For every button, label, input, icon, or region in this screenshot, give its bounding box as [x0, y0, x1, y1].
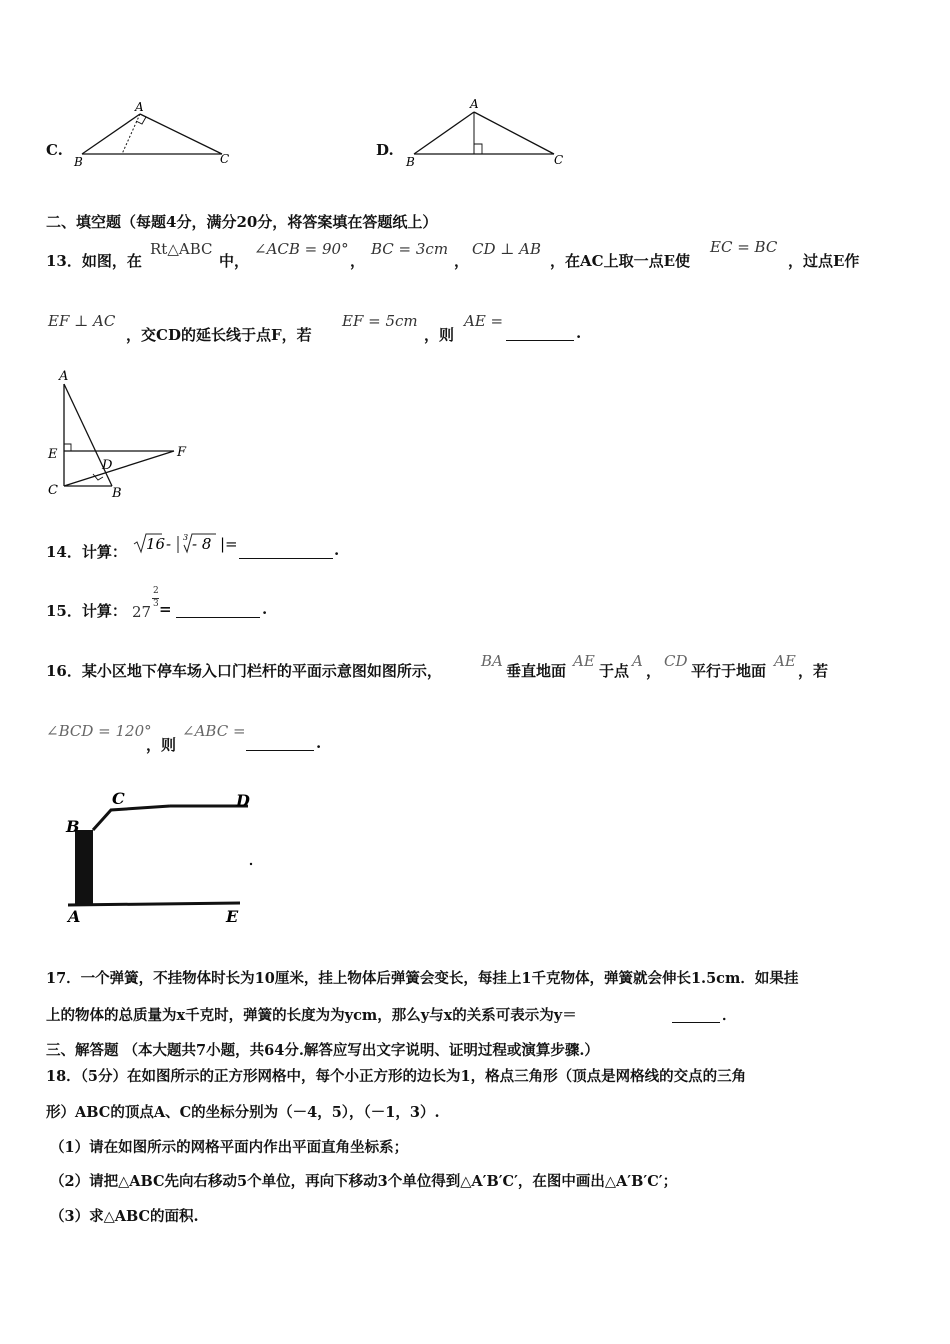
q14-minus: -	[166, 535, 172, 553]
q14-radicand-16: 16	[146, 535, 166, 553]
q16-cd: CD	[664, 652, 688, 670]
q16-angle-bcd: ∠BCD = 120°	[46, 722, 152, 740]
q18-sub-2: （2）请把△ABC先向右移动5个单位，再向下移动3个单位得到△A′B′C′，在图中画出△A′B′C′；	[50, 1173, 678, 1190]
q13-ae-eq: AE =	[464, 312, 504, 330]
q15-exp-num: 2	[153, 586, 159, 596]
q13-text-2: ，	[350, 252, 366, 270]
q13-bc-length: BC = 3cm	[371, 240, 449, 258]
q16-label-e: E	[226, 907, 239, 926]
q13-cd-perp-ab: CD ⊥ AB	[472, 240, 542, 258]
q13-label-a: A	[59, 369, 69, 384]
c-point-b: B	[74, 155, 83, 169]
q13-text-1: 中，	[219, 252, 250, 270]
q16-angle-abc: ∠ABC =	[182, 722, 246, 740]
q16-figure	[58, 784, 268, 926]
q17-text-2: 上的物体的总质量为x千克时，弹簧的长度为为ycm，那么y与x的关系可表示为y＝	[46, 1007, 577, 1024]
q16-text-4: ，	[646, 662, 662, 680]
q14-prefix: 14．计算：	[46, 543, 127, 561]
q13-rt-abc: Rt△ABC	[150, 240, 213, 258]
q18-sub-1: （1）请在如图所示的网格平面内作出平面直角坐标系；	[50, 1139, 409, 1156]
q13-text-7: ，则	[424, 326, 455, 344]
d-point-c: C	[554, 153, 564, 167]
q13-label-f: F	[177, 445, 187, 460]
q15-base: 27	[132, 603, 152, 621]
q13-angle-acb: ∠ACB = 90°	[254, 240, 349, 258]
q14-answer-blank[interactable]	[239, 542, 333, 559]
q16-answer-blank[interactable]	[246, 734, 314, 751]
d-point-a: A	[470, 97, 479, 111]
q16-text-7: ，则	[146, 736, 177, 754]
section-2-heading: 二、填空题（每题4分，满分20分，将答案填在答题纸上）	[46, 213, 438, 231]
q16-text-5: 平行于地面	[691, 662, 767, 680]
q13-text-4: ，在AC上取一点E使	[550, 252, 691, 270]
q16-label-a: A	[68, 907, 81, 926]
q14-end: .	[334, 541, 340, 559]
q14-radicand-neg8: - 8	[192, 535, 212, 553]
q13-number: 13．如图，在	[46, 252, 142, 270]
c-point-a: A	[135, 100, 144, 114]
q13-answer-blank[interactable]	[506, 324, 574, 341]
q14-abs-equals: |=	[220, 535, 238, 553]
q16-point-a: A	[632, 652, 643, 670]
option-d-figure	[400, 94, 570, 172]
q18-sub-3: （3）求△ABC的面积.	[50, 1208, 199, 1225]
q14-expression	[132, 530, 240, 556]
q17-line-1: 17．一个弹簧，不挂物体时长为10厘米，挂上物体后弹簧会变长，每挂上1千克物体，弹簧就会伸长1.5cm．如果挂	[46, 970, 799, 987]
q17-answer-blank[interactable]	[672, 1006, 720, 1023]
q16-text-1: 16．某小区地下停车场入口门栏杆的平面示意图如图所示，	[46, 662, 442, 680]
q13-label-c: C	[48, 483, 58, 498]
q15-answer-blank[interactable]	[176, 601, 260, 618]
option-d-label: D.	[376, 141, 394, 159]
q16-label-c: C	[112, 789, 125, 808]
q13-label-e: E	[48, 447, 58, 462]
option-c-label: C.	[46, 141, 63, 159]
q13-label-d: D	[102, 458, 113, 473]
d-point-b: B	[406, 155, 415, 169]
q13-label-b: B	[112, 486, 122, 501]
q16-ba: BA	[481, 652, 503, 670]
q16-label-d: D	[236, 791, 250, 810]
q15-equals: =	[159, 600, 172, 618]
q16-text-6: ，若	[798, 662, 829, 680]
option-c-figure	[70, 96, 240, 172]
q16-end: .	[316, 734, 322, 752]
q13-ec-eq-bc: EC = BC	[710, 238, 778, 256]
q13-text-6: ，交CD的延长线于点F，若	[126, 326, 312, 344]
q16-label-b: B	[66, 817, 80, 836]
q18-line-1: 18．（5分）在如图所示的正方形网格中，每个小正方形的边长为1，格点三角形（顶点是网格线的交点的三角	[46, 1068, 747, 1085]
q13-figure	[40, 366, 200, 506]
c-point-c: C	[220, 152, 230, 166]
q18-line-2: 形）ABC的顶点A、C的坐标分别为（－4，5），（－1，3）.	[46, 1104, 440, 1121]
q15-exp-den: 3	[153, 599, 159, 609]
q13-text-5: ，过点E作	[788, 252, 860, 270]
q13-ef-length: EF = 5cm	[342, 312, 418, 330]
q16-text-2: 垂直地面	[506, 662, 567, 680]
q13-ef-perp-ac: EF ⊥ AC	[48, 312, 116, 330]
q16-text-3: 于点	[599, 662, 630, 680]
q17-end: ．	[722, 1007, 737, 1024]
section-3-heading: 三、解答题 （本大题共7小题，共64分.解答应写出文字说明、证明过程或演算步骤.）	[46, 1042, 599, 1059]
q14-cube-index: 3	[183, 533, 189, 542]
q16-ae-1: AE	[573, 652, 595, 670]
q15-end: .	[262, 600, 268, 618]
q13-end: .	[576, 324, 582, 342]
q13-text-3: ，	[454, 252, 470, 270]
q15-prefix: 15．计算：	[46, 602, 127, 620]
q16-ae-2: AE	[774, 652, 796, 670]
